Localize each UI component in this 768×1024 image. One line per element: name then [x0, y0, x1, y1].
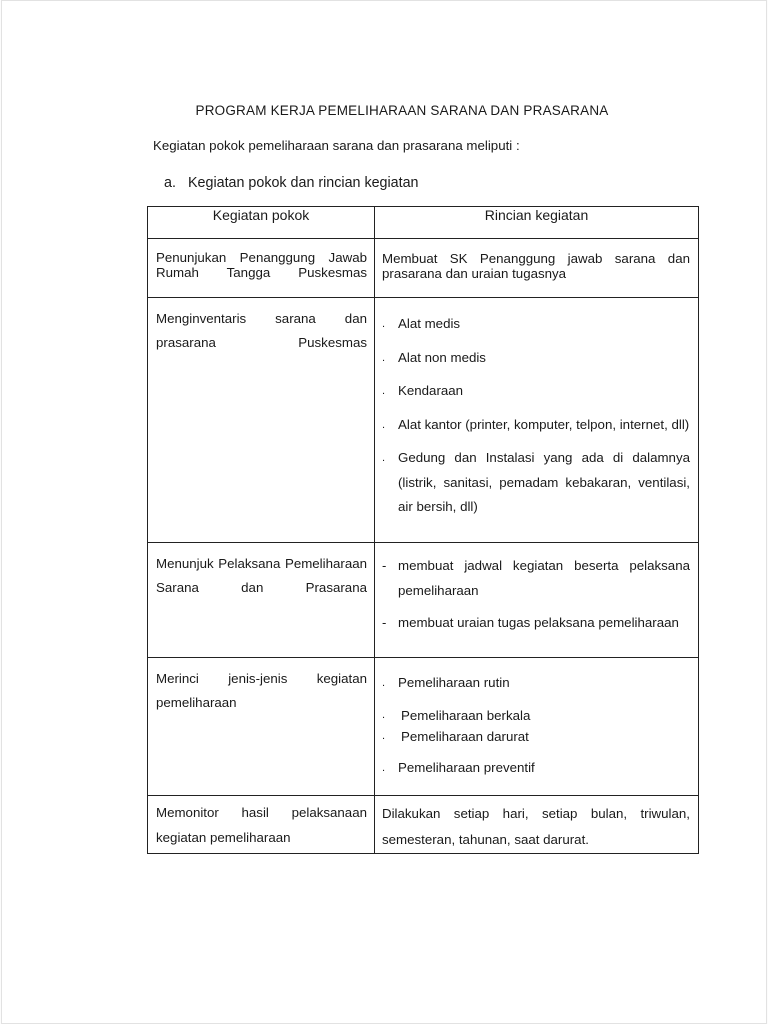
kegiatan-pokok-cell: [148, 796, 375, 854]
kegiatan-pokok-cell: [148, 239, 375, 298]
section-title: Kegiatan pokok dan rincian kegiatan: [188, 175, 419, 191]
document-title: PROGRAM KERJA PEMELIHARAAN SARANA DAN PRASARANA: [195, 103, 609, 118]
list-item: . Pemeliharaan rutin: [382, 675, 510, 690]
kegiatan-pokok-text: Menginventaris sarana dan prasarana Puskesmas: [156, 311, 367, 350]
section-letter: a.: [164, 175, 176, 191]
table-row: [148, 543, 699, 658]
kegiatan-pokok-text: Menunjuk Pelaksana Pemeliharaan Sarana dan Prasarana: [156, 556, 367, 595]
header-rincian-kegiatan: Rincian kegiatan: [375, 207, 699, 239]
table-row: [148, 239, 699, 298]
list-item: . Alat non medis: [382, 349, 486, 365]
kegiatan-pokok-text: Penunjukan Penanggung Jawab Rumah Tangga Puskesmas: [156, 250, 367, 280]
table-row: [148, 796, 699, 854]
rincian-cell: [375, 658, 699, 796]
kegiatan-pokok-cell: [148, 298, 375, 543]
kegiatan-table: [147, 206, 699, 854]
list-item: . Pemeliharaan preventif: [382, 759, 535, 775]
rincian-text: Membuat SK Penanggung jawab sarana dan prasarana dan uraian tugasnya: [382, 251, 690, 281]
intro-paragraph: Kegiatan pokok pemeliharaan sarana dan prasarana meliputi :: [153, 138, 520, 153]
list-item: . Alat kantor (printer, komputer, telpon, internet, dll): [382, 416, 690, 432]
rincian-cell: [375, 239, 699, 298]
list-item: . Gedung dan Instalasi yang ada di dalamnya (listrik, sanitasi, pemadam kebakaran, ventilasi, air bersih, dll): [382, 450, 690, 514]
kegiatan-pokok-cell: [148, 543, 375, 658]
rincian-cell: [375, 796, 699, 854]
list-item: - membuat uraian tugas pelaksana pemeliharaan: [382, 615, 679, 630]
list-item: . Pemeliharaan darurat: [382, 728, 529, 744]
rincian-cell: [375, 298, 699, 543]
list-item: . Alat medis: [382, 316, 461, 331]
list-item: . Kendaraan: [382, 383, 464, 398]
table-row: [148, 298, 699, 543]
list-item: - membuat jadwal kegiatan beserta pelaksana pemeliharaan: [382, 558, 690, 598]
list-item: . Pemeliharaan berkala: [382, 707, 531, 723]
section-heading: [164, 175, 419, 191]
table-header-row: [148, 207, 699, 239]
table-row: [148, 658, 699, 796]
header-kegiatan-pokok: Kegiatan pokok: [148, 207, 375, 239]
kegiatan-pokok-text: Merinci jenis-jenis kegiatan pemeliharaan: [156, 671, 367, 710]
rincian-text: Dilakukan setiap hari, setiap bulan, triwulan, semesteran, tahunan, saat darurat.: [382, 806, 690, 847]
kegiatan-pokok-cell: [148, 658, 375, 796]
rincian-cell: [375, 543, 699, 658]
kegiatan-pokok-text: Memonitor hasil pelaksanaan kegiatan pemeliharaan: [156, 805, 367, 845]
